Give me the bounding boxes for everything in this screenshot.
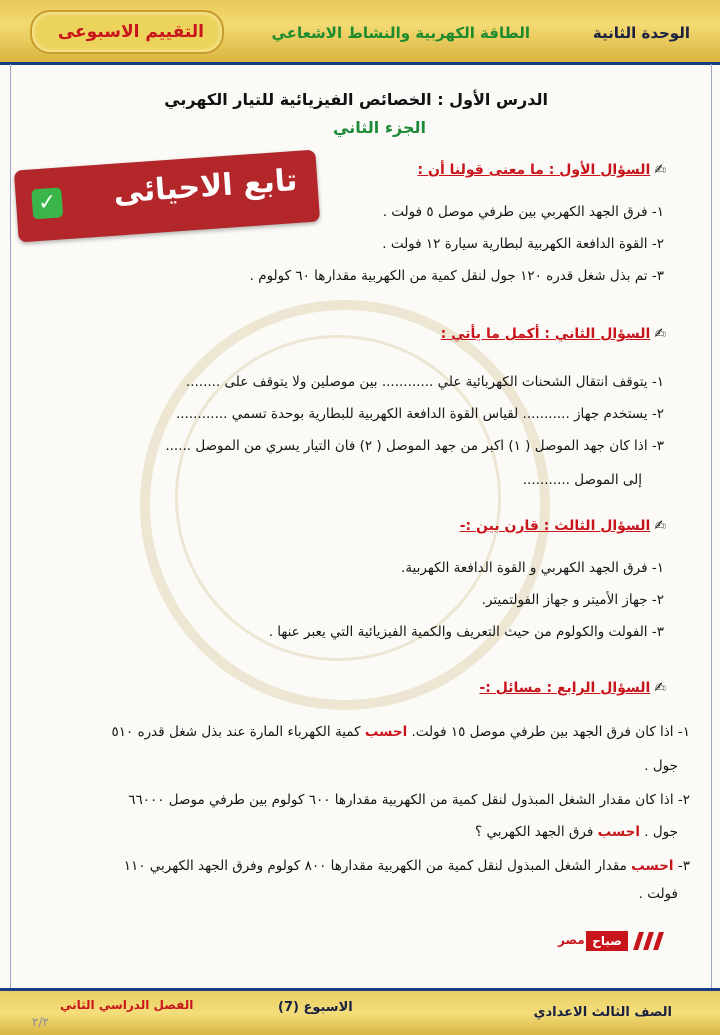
sada-masr-logo: [556, 930, 666, 952]
check-mark-icon: ✓: [31, 187, 63, 219]
question-3-item: ٣- الفولت والكولوم من حيث التعريف والكمية الفيزيائية التي يعبر عنها .: [268, 624, 664, 640]
pen-icon: ✍: [654, 680, 666, 696]
topic-label: الطاقة الكهربية والنشاط الاشعاعي: [271, 24, 530, 42]
question-1-item: ١- فرق الجهد الكهربي بين طرفي موصل ٥ فولت .: [382, 204, 664, 220]
page-number: ٢/٢: [32, 1015, 49, 1029]
grade-label: الصف الثالث الاعدادي: [533, 1005, 672, 1020]
problem-1-line: ١- اذا كان فرق الجهد بين طرفي موصل ١٥ فولت. احسب كمية الكهرباء المارة عند بذل شغل قدره ٥١٠: [111, 724, 690, 740]
question-3-item: ٢- جهاز الأميتر و جهاز الفولتميتر.: [481, 592, 664, 608]
problem-2-line: جول . احسب فرق الجهد الكهربي ؟: [474, 824, 678, 840]
part-title: الجزء الثاني: [333, 118, 426, 137]
question-1-title: ✍السؤال الأول : ما معنى قولنا أن :: [417, 162, 666, 178]
lesson-title: الدرس الأول : الخصائص الفيزيائية للتيار الكهربي: [164, 90, 548, 109]
footer-banner: [0, 988, 720, 1035]
pen-icon: ✍: [654, 326, 666, 342]
question-1-item: ٣- تم بذل شغل قدره ١٢٠ جول لنقل كمية من الكهربية مقدارها ٦٠ كولوم .: [249, 268, 664, 284]
term-label: الفصل الدراسي الثاني: [60, 998, 194, 1012]
calculate-keyword: احسب: [597, 824, 640, 840]
question-2-item: ٣- اذا كان جهد الموصل ( ١) اكبر من جهد الموصل ( ٢) فان التيار يسري من الموصل ......: [165, 438, 664, 454]
question-2-item: إلى الموصل ...........: [522, 472, 642, 488]
logo-box: صباح: [586, 931, 628, 951]
question-1-item: ٢- القوة الدافعة الكهربية لبطارية سيارة ١٢ فولت .: [382, 236, 664, 252]
week-label: الاسبوع (7): [278, 1000, 353, 1015]
stamp-text: تابع الاحيائى: [112, 162, 299, 211]
logo-word: مصر: [558, 933, 585, 947]
unit-label: الوحدة الثانية: [592, 24, 690, 42]
calculate-keyword: احسب: [631, 858, 674, 874]
question-2-item: ١- يتوقف انتقال الشحنات الكهربائية علي ............ بين موصلين ولا يتوقف على ........: [185, 374, 664, 390]
question-2-item: ٢- يستخدم جهاز ........... لقياس القوة الدافعة الكهربية للبطارية بوحدة تسمي ............: [175, 406, 664, 422]
badge-label: التقييم الاسبوعى: [57, 22, 204, 42]
problem-3-line: فولت .: [638, 886, 678, 902]
problem-1-line: جول .: [644, 758, 678, 774]
question-4-title: ✍السؤال الرابع : مسائل :-: [479, 680, 666, 696]
question-3-item: ١- فرق الجهد الكهربي و القوة الدافعة الكهربية.: [401, 560, 664, 576]
problem-2-line: ٢- اذا كان مقدار الشغل المبذول لنقل كمية من الكهربية مقدارها ٦٠٠ كولوم بين طرفي موصل ٦٦٠٠٠: [128, 792, 690, 808]
pen-icon: ✍: [654, 162, 666, 178]
question-2-title: ✍السؤال الثاني : أكمل ما يأتي :: [440, 326, 666, 342]
pen-icon: ✍: [654, 518, 666, 534]
weekly-assessment-badge: [30, 10, 224, 54]
problem-3-line: ٣- احسب مقدار الشغل المبذول لنقل كمية من الكهربية مقدارها ٨٠٠ كولوم وفرق الجهد الكهربي ١١٠: [123, 858, 690, 874]
header-banner: [0, 0, 720, 65]
calculate-keyword: احسب: [364, 724, 408, 740]
question-3-title: ✍السؤال الثالث : قارن بين :-: [459, 518, 666, 534]
